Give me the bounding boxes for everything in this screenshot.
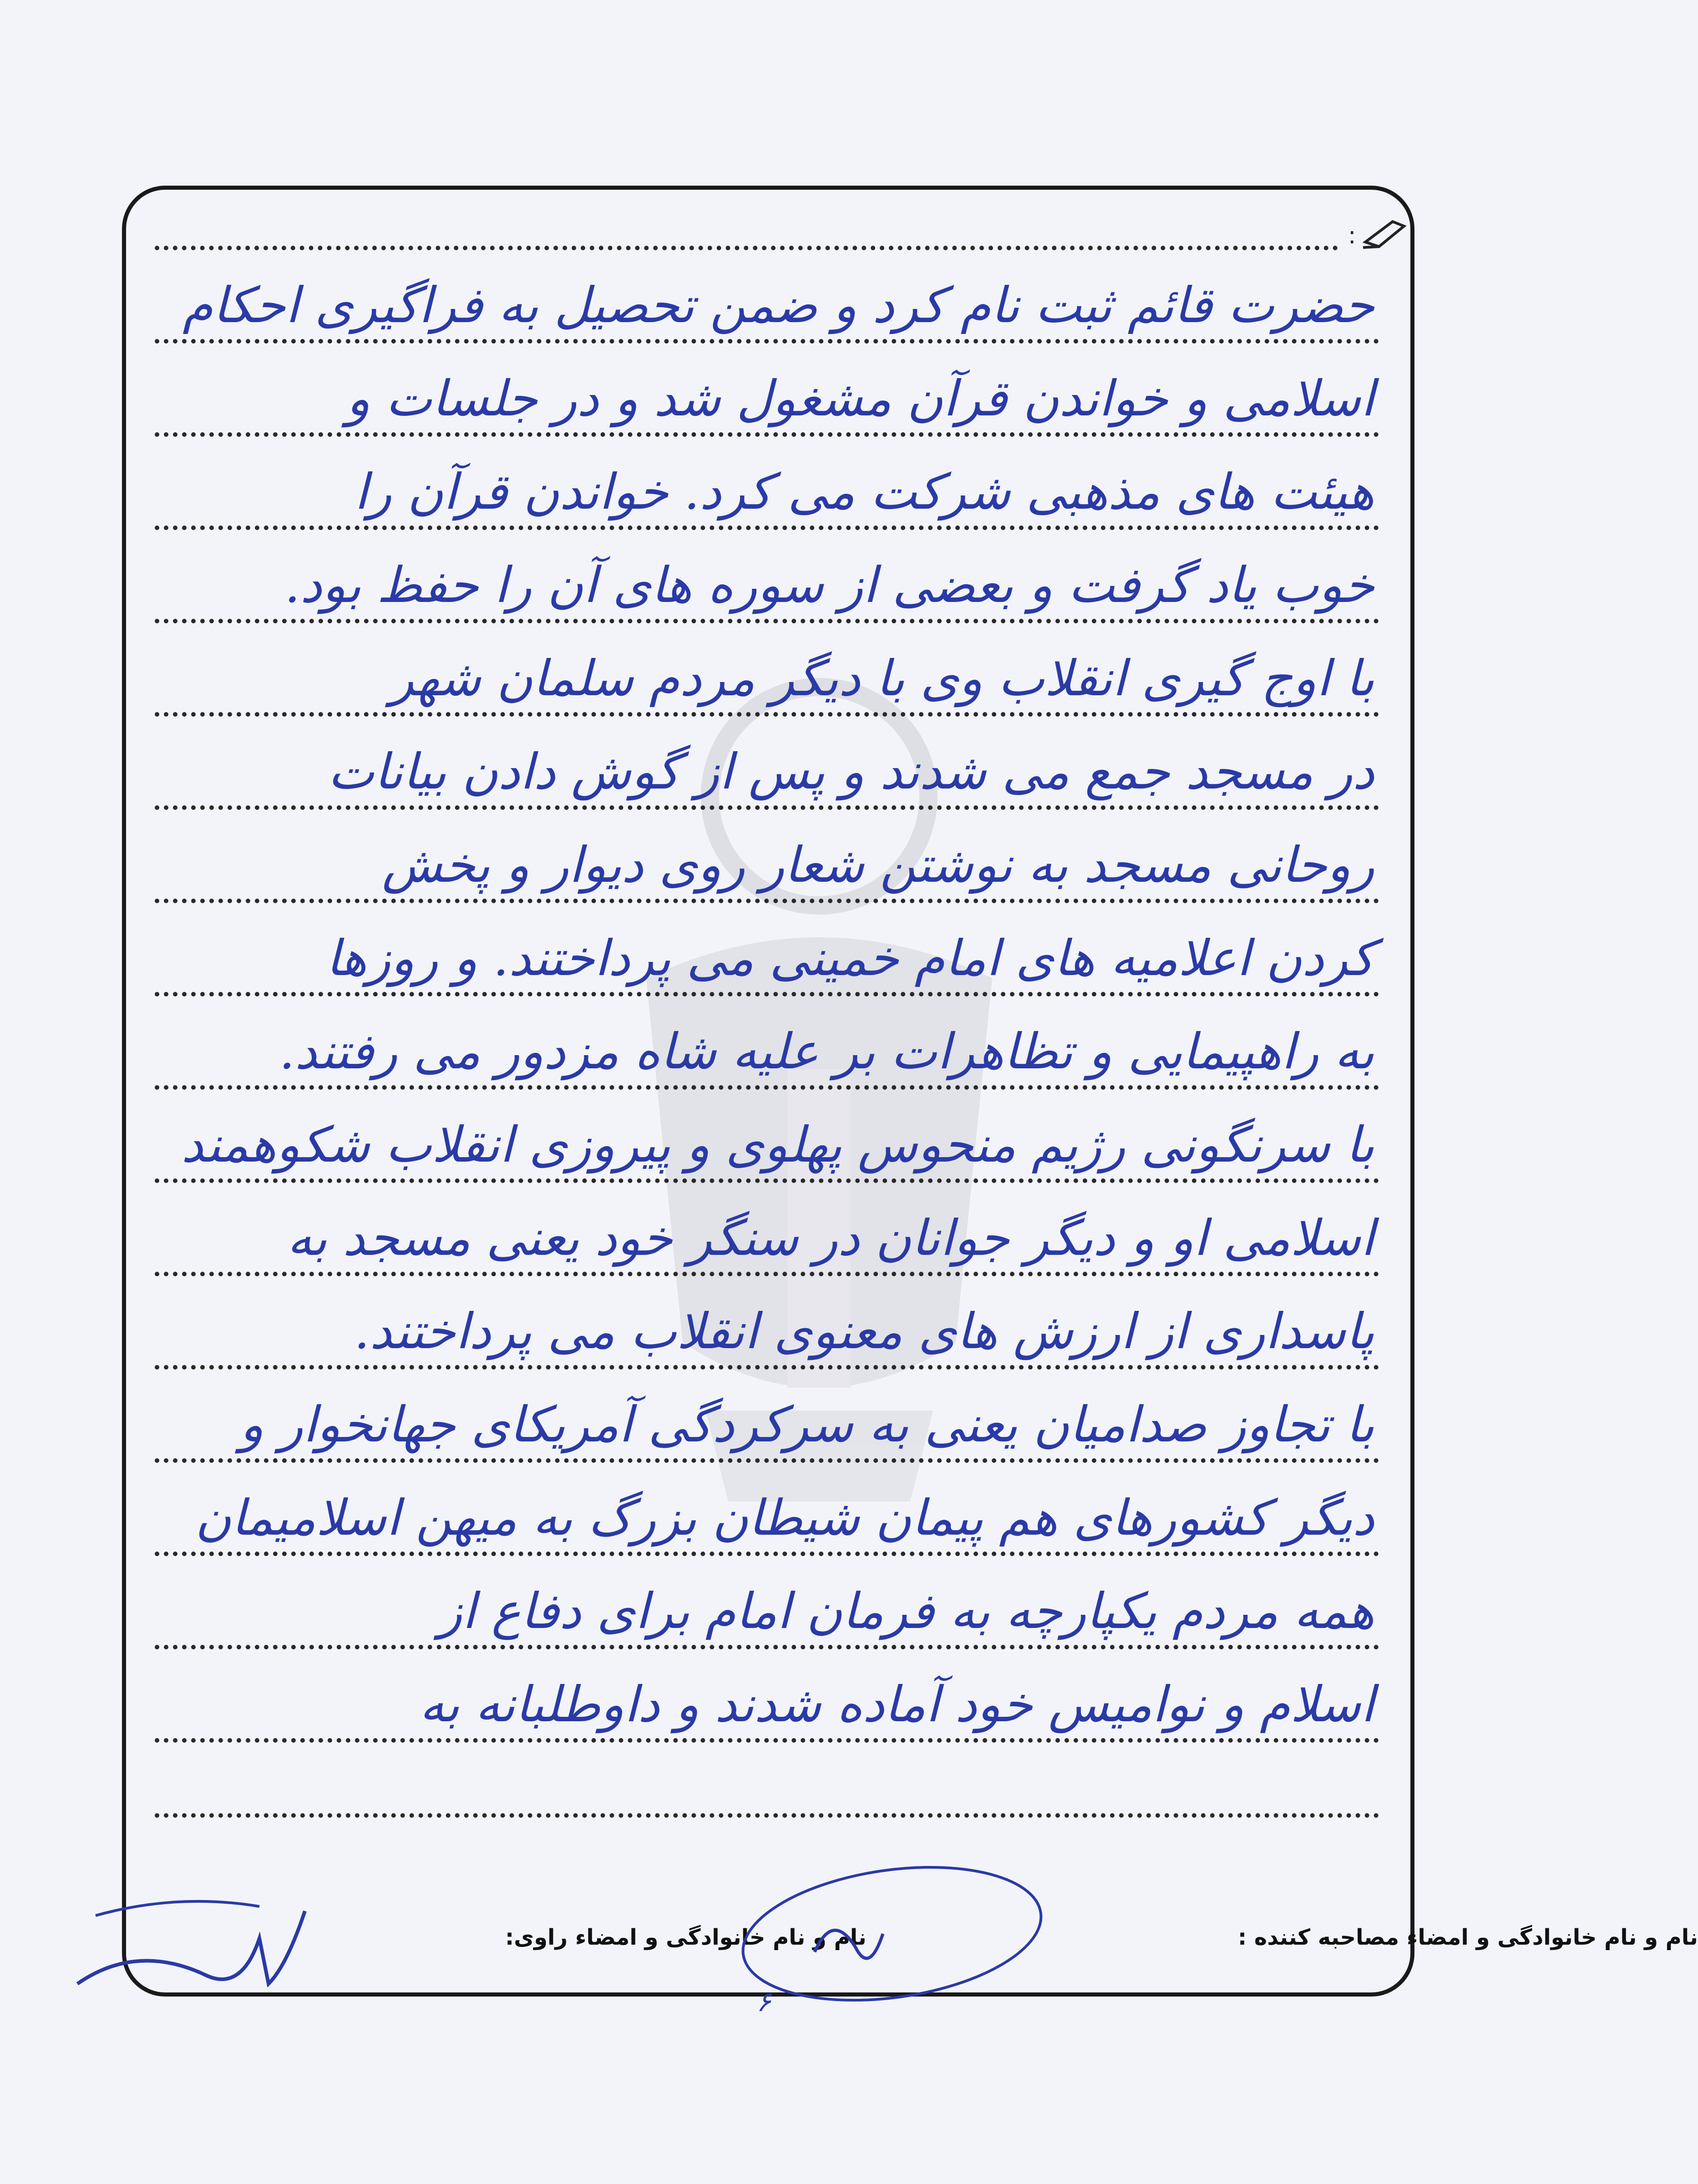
handwritten-line: حضرت قائم ثبت نام کرد و ضمن تحصیل به فراگیری احکام bbox=[182, 277, 1374, 334]
handwritten-line: خوب یاد گرفت و بعضی از سوره های آن را حفظ بود. bbox=[284, 557, 1374, 614]
handwritten-line: با تجاوز صدامیان یعنی به سرکردگی آمریکای جهانخوار و bbox=[240, 1396, 1374, 1453]
header-dotted-line bbox=[155, 246, 1338, 250]
header-mark: : bbox=[1348, 222, 1356, 249]
handwritten-line: دیگر کشورهای هم پیمان شیطان بزرگ به میهن اسلامیمان bbox=[195, 1490, 1374, 1547]
empty-dotted-line bbox=[155, 1813, 1379, 1818]
handwritten-line: هیئت های مذهبی شرکت می کرد. خواندن قرآن را bbox=[354, 464, 1374, 521]
pen-icon bbox=[1361, 215, 1411, 251]
handwritten-line: در مسجد جمع می شدند و پس از گوش دادن بیانات bbox=[328, 743, 1374, 800]
handwritten-line: پاسداری از ارزش های معنوی انقلاب می پرداختند. bbox=[354, 1303, 1374, 1360]
handwritten-line: روحانی مسجد به نوشتن شعار روی دیوار و پخش bbox=[382, 837, 1374, 894]
handwritten-line: به راهپیمایی و تظاهرات بر علیه شاه مزدور می رفتند. bbox=[279, 1023, 1374, 1080]
handwritten-line: با اوج گیری انقلاب وی با دیگر مردم سلمان شهر bbox=[390, 650, 1374, 707]
handwritten-line: اسلامی و خواندن قرآن مشغول شد و در جلسات و bbox=[346, 370, 1374, 427]
handwritten-line: اسلامی او و دیگر جوانان در سنگر خود یعنی مسجد به bbox=[287, 1210, 1374, 1267]
narrator-label: نام و نام خانوادگی و امضاء راوی: bbox=[505, 1925, 867, 1950]
page-number: ۶ bbox=[756, 1986, 771, 2018]
handwritten-line: اسلام و نوامیس خود آماده شدند و داوطلبانه به bbox=[419, 1676, 1374, 1733]
handwritten-line: همه مردم یکپارچه به فرمان امام برای دفاع از bbox=[438, 1583, 1374, 1640]
narrator-signature-icon bbox=[68, 1875, 323, 2011]
handwritten-line: کردن اعلامیه های امام خمینی می پرداختند. و روزها bbox=[326, 930, 1374, 987]
handwritten-line: با سرنگونی رژیم منحوس پهلوی و پیروزی انقلاب شکوهمند bbox=[181, 1117, 1374, 1173]
interviewer-label: نام و نام خانوادگی و امضاء مصاحبه کننده : bbox=[1238, 1925, 1698, 1950]
